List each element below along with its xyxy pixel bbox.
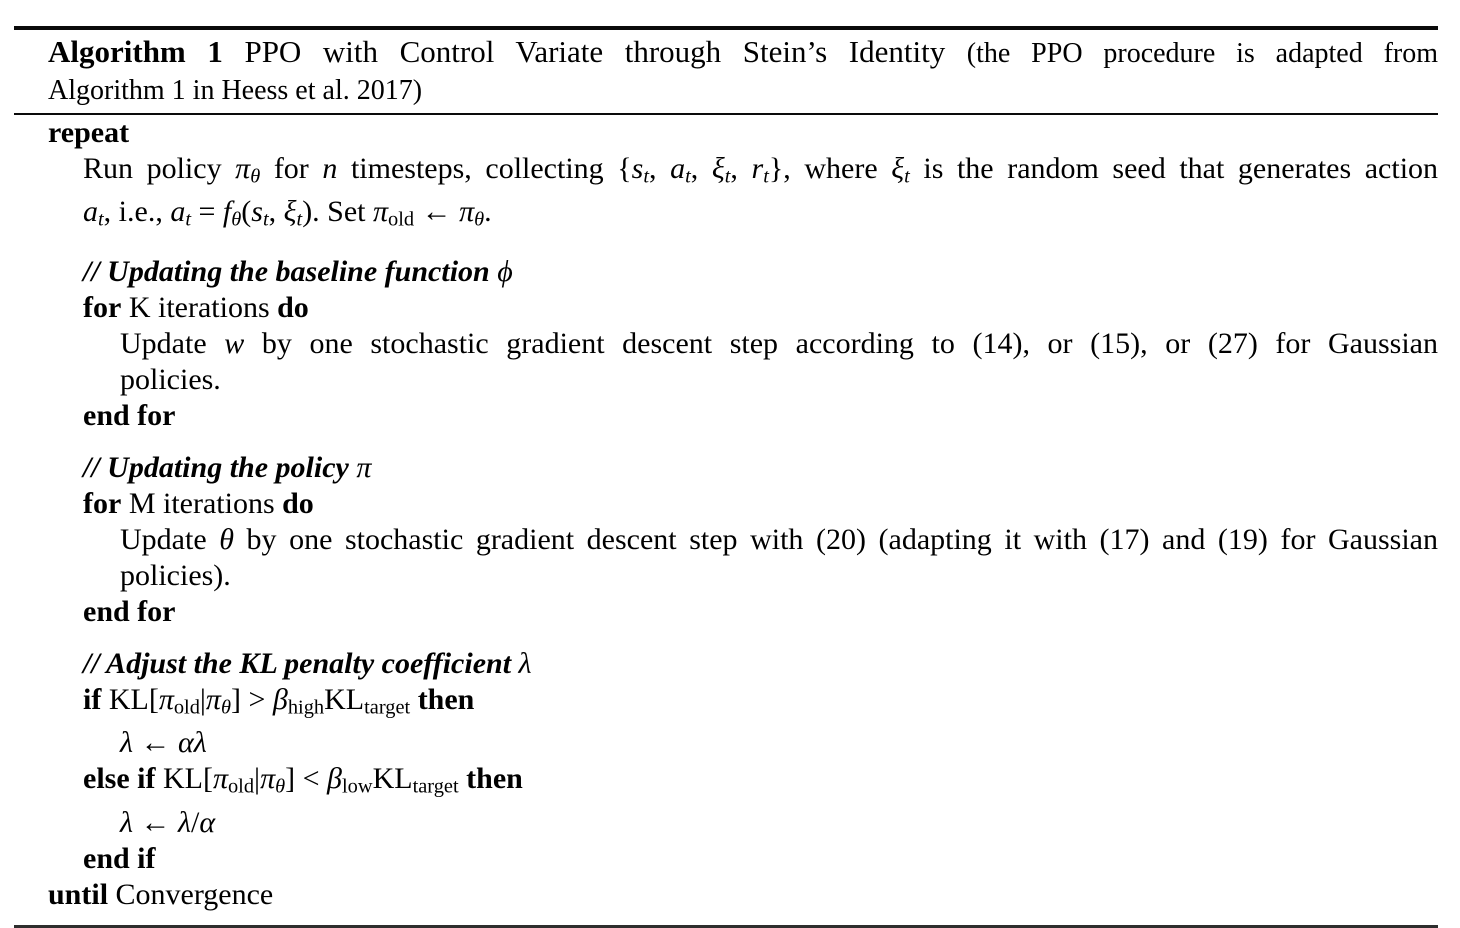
text-segment: M iterations [121, 486, 283, 520]
text-segment: θ [250, 165, 261, 188]
text-segment: t [98, 208, 104, 231]
text-segment: / [191, 805, 200, 839]
update-theta-line-1 [14, 522, 1438, 558]
text-segment: old [227, 775, 255, 798]
text-segment: ). Set [302, 195, 374, 229]
text-segment: for [83, 290, 122, 324]
update-w-line-1 [14, 326, 1438, 362]
text-segment: ξ [283, 195, 297, 229]
run-policy-line-2 [14, 194, 1438, 237]
bottom-rule [14, 925, 1438, 928]
text-segment: then [417, 682, 475, 716]
text-segment: // Updating the policy [83, 450, 357, 484]
text-segment: Algorithm 1 in Heess et al. 2017) [48, 75, 423, 106]
text-segment: ] < [285, 762, 328, 796]
text-segment: t [904, 165, 910, 188]
text-segment: by one stochastic gradient descent step according to (14), or (15), or (27) for Gaussian [244, 326, 1438, 360]
text-segment: high [287, 696, 325, 719]
text-segment: s [251, 195, 263, 229]
text-segment: ϕ [497, 254, 513, 288]
text-segment: // Adjust the KL penalty coefficient [83, 646, 519, 680]
text-segment: π [356, 450, 372, 484]
text-segment: end for [83, 594, 176, 628]
text-segment: timesteps, collecting [337, 152, 618, 185]
text-segment: Update [120, 522, 220, 556]
text-segment: β [272, 682, 288, 716]
text-segment: for [83, 486, 122, 520]
text-segment: old [388, 208, 415, 231]
text-segment: θ [275, 775, 286, 798]
comment-baseline [14, 254, 1438, 290]
text-segment: by one stochastic gradient descent step with (20) (adapting it with (17) and (19) for Gaussian [233, 522, 1438, 556]
text-segment: θ [220, 696, 231, 719]
text-segment: for [260, 152, 323, 185]
text-segment: then [466, 762, 523, 796]
text-segment: λ [178, 805, 191, 839]
text-segment: a [670, 152, 686, 185]
text-segment: KL[ [155, 762, 213, 796]
text-segment: { [617, 152, 632, 185]
text-segment: until [48, 877, 109, 911]
text-segment: = [191, 195, 223, 229]
repeat-keyword [14, 115, 1438, 151]
text-segment: t [685, 165, 691, 188]
end-for-policy [14, 594, 1438, 630]
text-segment: , [649, 152, 671, 185]
text-segment: if [83, 682, 102, 716]
text-segment: ξ [711, 152, 725, 185]
lambda-increase [14, 725, 1438, 761]
text-segment: , i.e., [103, 195, 171, 229]
text-segment: . [484, 195, 492, 229]
text-segment: f [222, 195, 232, 229]
algorithm-body [14, 115, 1438, 913]
text-segment: target [412, 775, 459, 798]
text-segment: KL [324, 682, 365, 716]
text-segment: , [690, 152, 712, 185]
text-segment: π [205, 682, 221, 716]
text-segment: KL [372, 762, 413, 796]
text-segment: θ [219, 522, 234, 556]
text-segment: , where [783, 152, 892, 185]
text-segment: π [260, 762, 276, 796]
text-segment: t [262, 208, 269, 231]
text-segment: π [459, 195, 475, 229]
text-segment: , [730, 152, 752, 185]
text-segment: do [277, 290, 309, 324]
text-segment: n [322, 152, 338, 185]
text-segment: t [185, 208, 191, 231]
comment-kl-penalty [14, 646, 1438, 682]
text-segment: end for [83, 398, 176, 432]
text-segment: PPO with Control Variate through Stein’s Identity [222, 34, 967, 69]
text-segment: π [158, 682, 174, 716]
comment-policy [14, 450, 1438, 486]
text-segment: ← [414, 195, 460, 229]
text-segment: | [254, 762, 261, 796]
text-segment: θ [231, 208, 242, 231]
text-segment: t [763, 165, 769, 188]
caption-line-2 [14, 71, 1438, 108]
for-k-iterations [14, 290, 1438, 326]
text-segment: ← [133, 805, 178, 839]
text-segment: r [751, 152, 764, 185]
text-segment: α [178, 726, 194, 760]
text-segment: λ [518, 646, 532, 680]
text-segment: a [170, 195, 186, 229]
until-convergence [14, 877, 1438, 913]
text-segment: ξ [891, 152, 905, 185]
text-segment: t [724, 165, 731, 188]
text-segment: is the random seed that generates action [909, 152, 1439, 185]
text-segment: policies). [120, 558, 231, 592]
text-segment [410, 683, 418, 716]
text-segment: ] > [230, 682, 273, 716]
text-segment: ( [241, 195, 252, 229]
text-segment: w [224, 326, 245, 360]
text-segment: (the PPO procedure is adapted from [966, 38, 1439, 69]
text-segment: π [212, 762, 228, 796]
text-segment: target [364, 696, 411, 719]
text-segment: repeat [48, 116, 130, 149]
text-segment: s [631, 152, 644, 185]
text-segment: a [83, 195, 98, 229]
algorithm-block [14, 0, 1438, 928]
text-segment: old [173, 696, 200, 719]
lambda-decrease [14, 805, 1438, 841]
text-segment: λ [120, 726, 133, 760]
text-segment: θ [474, 208, 485, 231]
text-segment: Algorithm 1 [48, 34, 223, 69]
text-segment: Convergence [108, 877, 274, 911]
text-segment: Update [120, 326, 225, 360]
for-m-iterations [14, 486, 1438, 522]
text-segment: , [268, 195, 284, 229]
update-theta-line-2 [14, 558, 1438, 594]
text-segment: λ [193, 726, 207, 760]
text-segment: ← [133, 726, 178, 760]
text-segment: λ [120, 805, 133, 839]
text-segment: Run policy [83, 152, 236, 185]
text-segment: K iterations [121, 290, 278, 324]
text-segment: } [768, 152, 784, 185]
text-segment: low [342, 775, 373, 798]
if-kl-high [14, 682, 1438, 725]
text-segment: π [373, 195, 389, 229]
text-segment: α [199, 805, 216, 839]
text-segment: else if [83, 762, 156, 796]
text-segment: do [282, 486, 314, 520]
else-if-kl-low [14, 761, 1438, 804]
text-segment: t [296, 208, 303, 231]
text-segment: end if [83, 841, 156, 875]
update-w-line-2 [14, 362, 1438, 398]
text-segment: π [235, 152, 251, 185]
text-segment: | [199, 682, 206, 716]
caption-line-1 [14, 34, 1438, 71]
run-policy-line-1 [14, 151, 1438, 194]
end-for-baseline [14, 398, 1438, 434]
end-if [14, 841, 1438, 877]
text-segment: KL[ [101, 682, 159, 716]
text-segment: policies. [120, 362, 221, 396]
text-segment: t [643, 165, 650, 188]
algorithm-caption [14, 30, 1438, 108]
text-segment: // Updating the baseline function [83, 254, 498, 288]
text-segment: β [327, 762, 342, 796]
